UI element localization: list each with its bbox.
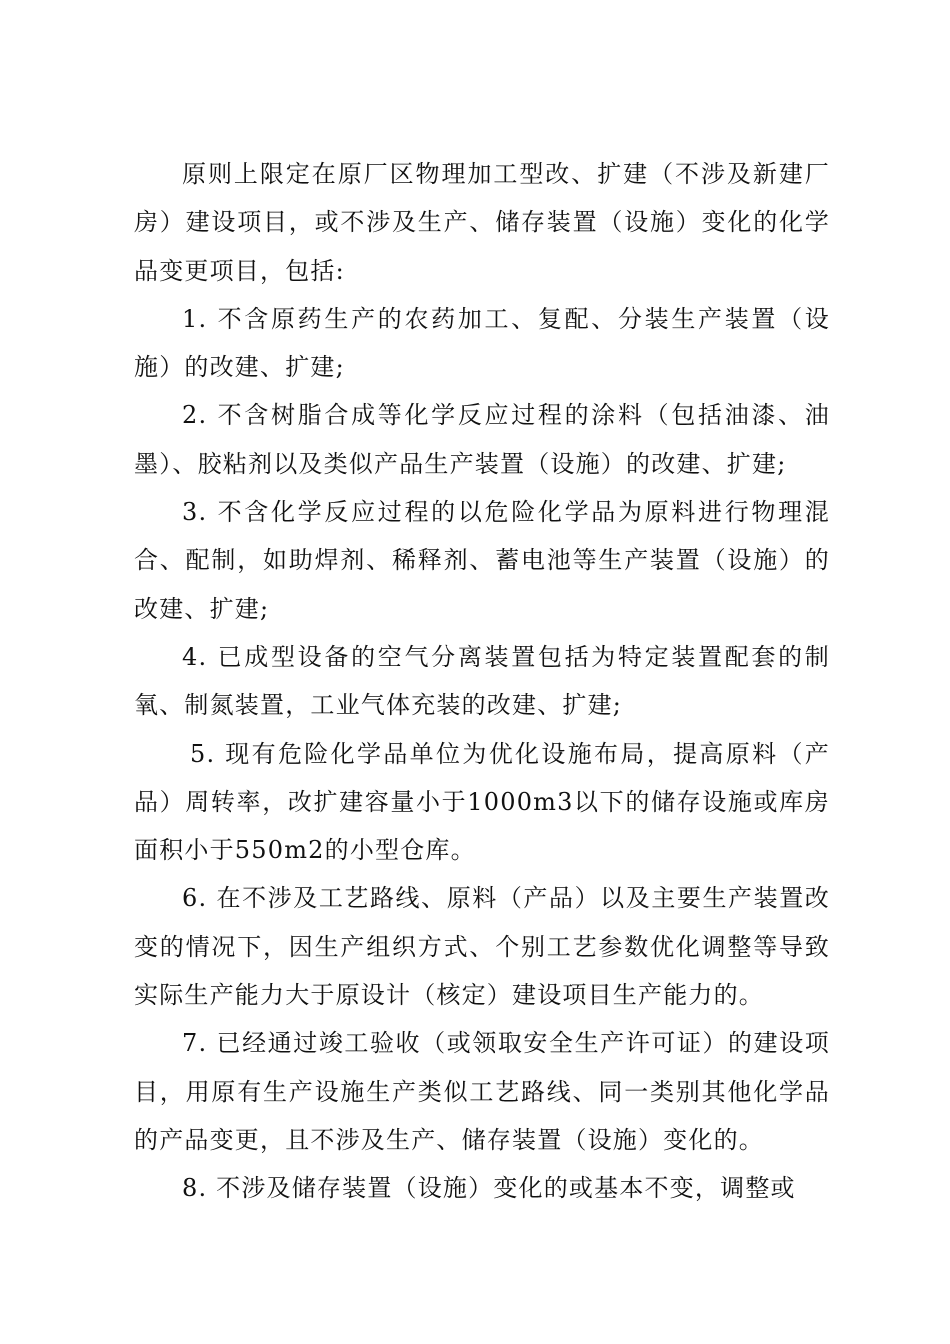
list-item-4: 4. 已成型设备的空气分离装置包括为特定装置配套的制氧、制氮装置，工业气体充装的改建、扩建;: [134, 642, 830, 720]
list-item-7: 7. 已经通过竣工验收（或领取安全生产许可证）的建设项目，用原有生产设施生产类似工艺路线、同一类别其他化学品的产品变更，且不涉及生产、储存装置（设施）变化的。: [134, 1029, 830, 1154]
list-item-3: 3. 不含化学反应过程的以危险化学品为原料进行物理混合、配制，如助焊剂、稀释剂、蓄电池等生产装置（设施）的改建、扩建;: [134, 498, 830, 623]
list-item-2: 2. 不含树脂合成等化学反应过程的涂料（包括油漆、油墨）、胶粘剂以及类似产品生产装置（设施）的改建、扩建;: [134, 401, 830, 478]
document-body: [134, 150, 830, 1213]
list-item-1: 1. 不含原药生产的农药加工、复配、分装生产装置（设施）的改建、扩建;: [134, 304, 830, 382]
list-item-8: 8. 不涉及储存装置（设施）变化的或基本不变，调整或: [182, 1174, 796, 1203]
list-item-5: 5. 现有危险化学品单位为优化设施布局，提高原料（产品）周转率，改扩建容量小于1000m3以下的储存设施或库房面积小于550m2的小型仓库。: [134, 739, 830, 865]
list-item-6: 6. 在不涉及工艺路线、原料（产品）以及主要生产装置改变的情况下，因生产组织方式、个别工艺参数优化调整等导致实际生产能力大于原设计（核定）建设项目生产能力的。: [134, 884, 830, 1010]
intro-paragraph: 原则上限定在原厂区物理加工型改、扩建（不涉及新建厂房）建设项目，或不涉及生产、储存装置（设施）变化的化学品变更项目，包括:: [134, 160, 830, 285]
